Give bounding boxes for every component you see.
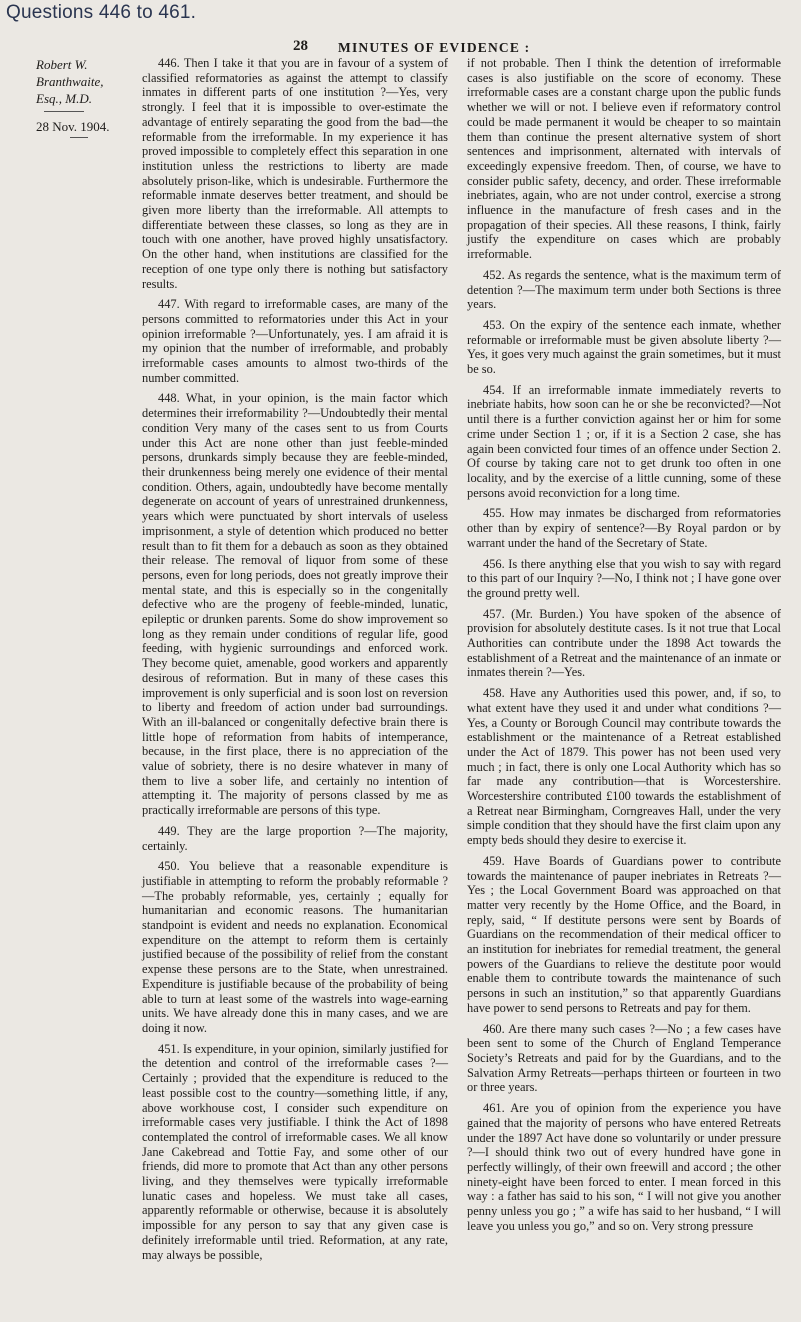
evidence-date: 28 Nov. 1904. (36, 119, 110, 134)
paragraph-447: 447. With regard to irreformable cases, are many of the persons committed to reformatories under this Act in your opinion irreformable ?—Unfortunately, yes. I am afraid it is my opinion that the number of irreformable, and probably irreformable cases amounts to almost two-thirds of the number committed. (142, 297, 448, 385)
paragraph-451: 451. Is expenditure, in your opinion, similarly justified for the detention and control of the irreformable cases ?—Certainly ; provided that the expenditure is reduced to the least possible cost to the country—something little, if any, above workhouse cost, I consider such expenditure on irreformable cases very justifiable. I think the Act of 1898 contemplated the control of irreformable cases. We all know Jane Cakebread and Tottie Fay, and some other of our friends, did more to promote that Act than any other persons living, and they themselves were typically irreformable lunatic cases and hopeless. We must take all cases, apparently reformable or otherwise, because it is absolutely impossible for any person to say that any given case is definitely irreformable until tried. Reformation, at any rate, may always be possible, (142, 1041, 448, 1262)
page-number: 28 (293, 38, 308, 54)
paragraph-453: 453. On the expiry of the sentence each inmate, whether reformable or irreformable must be given absolute liberty ?—Yes, it goes very much against the grain sometimes, but it must be so. (467, 317, 781, 377)
witness-name-line-2: Branthwaite, (36, 74, 104, 89)
paragraph-451-continued: if not probable. Then I think the detention of irreformable cases is also justifiable on the score of economy. These irreformable cases are a constant charge upon the public funds whether we will or not. I believe even if reformatory control could be made permanent it would be cheaper to so maintain them than continue the present alternative system of short sentences and imprisonment, alternated with intervals of exceedingly expensive freedom. Then, of course, we have to consider public safety, decency, and order. These irreformable inebriates, again, who are not under control, exercise a strong influence in the manufacture of fresh cases and in the propagation of their species. All these reasons, I think, fairly justify the expenditure on cases which are probably irreformable. (467, 56, 781, 262)
witness-name-line-3: Esq., M.D. (36, 91, 92, 106)
paragraph-450: 450. You believe that a reasonable expenditure is justifiable in attempting to reform the probably reformable ?—The probably reformable, yes, certainly ; equally for humanitarian and economic reasons. The humanitarian standpoint is evident and needs no explanation. Economical expenditure on the attempt to reform them is certainly justified because of the possibility of relief from the constant expense these persons are to the State, when unrestrained. Expenditure is justifiable because of the probability of being able to turn at least some of the wastrels into wage-earning units. We have already done this in many cases, and we are doing it now. (142, 859, 448, 1035)
paragraph-452: 452. As regards the sentence, what is the maximum term of detention ?—The maximum term under both Sections is three years. (467, 267, 781, 312)
witness-name-line-1: Robert W. (36, 57, 88, 72)
paragraph-455: 455. How may inmates be discharged from reformatories other than by expiry of sentence?—By Royal pardon or by warrant under the hand of the Secretary of State. (467, 506, 781, 550)
sidenote-divider (44, 111, 84, 112)
paragraph-459: 459. Have Boards of Guardians power to contribute towards the maintenance of pauper inebriates in Retreats ?—Yes ; the Local Government Board was approached on that matter very recently by the Home Office, and the Board, in reply, said, “ If destitute persons were sent by Boards of Guardians on the recommendation of their medical officer to an institution for inebriates for remedial treatment, the general powers of the Guardians to relieve the destitute poor would enable them to contribute towards the maintenance of such persons in such an institution,” so that apparently Guardians have power to send persons to Retreats and pay for them. (467, 853, 781, 1015)
sidenote-date-underline (70, 137, 88, 138)
paragraph-448: 448. What, in your opinion, is the main factor which determines their irreformability ?—Undoubtedly their mental condition Very many of the cases sent to us from Courts under this Act are none other than just feeble-minded persons, drunkards simply because they are feeble-minded, their drunkenness being merely one evidence of their mental condition. Others, again, undoubtedly have become mentally degenerate on account of years of unrestrained drunkenness, years which were punctuated by short intervals of useless imprisonment, a style of detention which produced no better result than to fit them for a debauch as soon as they obtained their release. The removal of liquor from some of these persons, even for long periods, does not greatly improve their mental state, and this is especially so in the congenitally defective who are the progeny of feeble-minded, lunatic, epileptic or drunken parents. Some do show improvement so long as they remain under conditions of regular life, good feeding, with hygienic surroundings and enforced work. They become quiet, amenable, good workers and apparently desirous of reformation. But in many of these cases this improvement is only superficial and is soon lost on reversion to liberty and freedom of action under bad surroundings. With an ill-balanced or congenitally defective brain there is little hope of reformation from habits of intemperance, because, in the first place, there is no appreciation of the value of sobriety, there is no desire whatever in many of them to live a sober life, and certainly no intention of attempting it. The majority of persons classed by me as practically irreformable are persons of this type. (142, 391, 448, 818)
witness-sidenote (36, 56, 136, 138)
right-text-column (467, 56, 781, 1239)
questions-range-header: Questions 446 to 461. (6, 2, 197, 23)
paragraph-461: 461. Are you of opinion from the experience you have gained that the majority of persons who have entered Retreats under the 1897 Act have done so voluntarily or under pressure ?—I should think two out of every hundred have gone in perfectly willingly, of their own freewill and accord ; the other ninety-eight have been forced to enter. I mean forced in this way : a father has said to his son, “ I will not give you another penny unless you go ; ” a wife has said to her husband, “ I will leave you unless you go,” and so on. Very strong pressure (467, 1101, 781, 1233)
paragraph-456: 456. Is there anything else that you wish to say with regard to this part of our Inquiry ?—No, I think not ; I have gone over the ground pretty well. (467, 556, 781, 600)
paragraph-446: 446. Then I take it that you are in favour of a system of classified reformatories as against the attempt to classify inmates in different parts of one institution ?—Yes, very strongly. I feel that it is impossible to over-estimate the advantage of entirely separating the good from the bad—the reformable from the irreformable. In my experience it has proved impossible to completely effect this separation in one institution unless the restrictions to liberty are made absolutely prison-like, which is undesirable. Furthermore the reformable inmate deserves better treatment, and should be given more liberty than the irreformable. All attempts to differentiate between these classes, so long as they are in touch with one another, have proved highly unsatisfactory. On the other hand, when institutions are classified for the reception of one type only there is nothing but satisfactory results. (142, 56, 448, 291)
paragraph-449: 449. They are the large proportion ?—The majority, certainly. (142, 823, 448, 853)
running-head: MINUTES OF EVIDENCE : (338, 40, 531, 55)
paragraph-458: 458. Have any Authorities used this power, and, if so, to what extent have they used it and under what conditions ?—Yes, a County or Borough Council may contribute towards the establishment or the maintenance of a Retreat established under the Act of 1879. This power has not been used very much ; in fact, there is only one Local Authority which has so far made any contribution—that is Worcestershire. Worcestershire contributed £100 towards the establishment of a Retreat near Birmingham, Corngreaves Hall, under the very simple condition that they should have the first claim upon any empty beds should they desire to exercise it. (467, 686, 781, 848)
left-text-column (142, 56, 448, 1268)
paragraph-454: 454. If an irreformable inmate immediately reverts to inebriate habits, how soon can he or she be reconvicted?—Not until there is a further conviction against her or him for some crime under Section 1 ; or, if it is a Section 2 case, she has again been convicted four times of an offence under Section 2. Of course by taking care not to get drunk too often in one locality, and by the exercise of a little cunning, some of these persons avoid reconviction for a long time. (467, 382, 781, 500)
paragraph-460: 460. Are there many such cases ?—No ; a few cases have been sent to some of the Church of England Temperance Society’s Retreats and paid for by the Guardians, and to the Salvation Army Retreats—perhaps thirteen or fourteen in two or three years. (467, 1021, 781, 1095)
paragraph-457: 457. (Mr. Burden.) You have spoken of the absence of provision for absolutely destitute cases. Is it not true that Local Authorities can contribute under the 1898 Act towards the establishment of a Retreat and the maintenance of an inmate or inmates therein ?—Yes. (467, 606, 781, 680)
